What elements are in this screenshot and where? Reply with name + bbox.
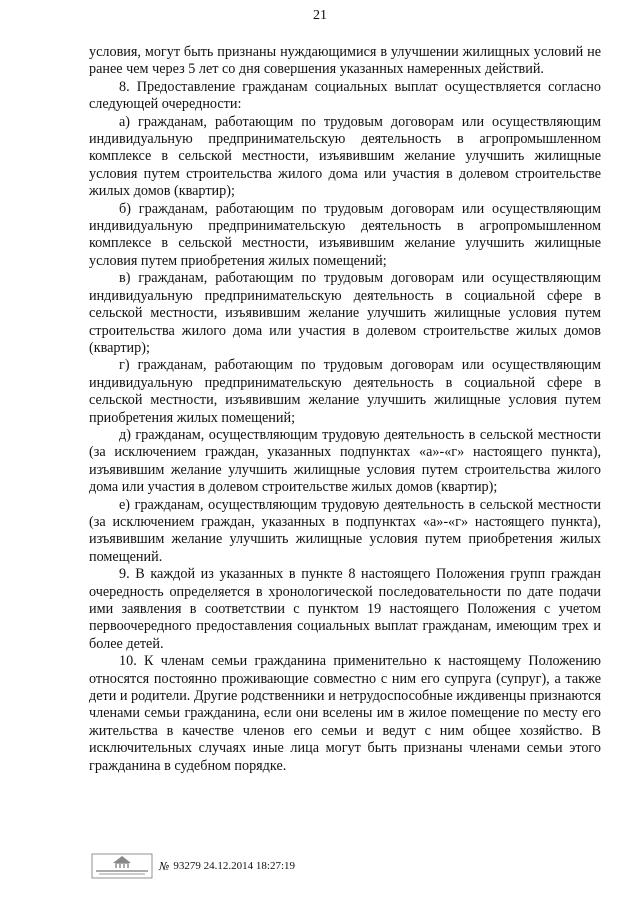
paragraph-item-8v: в) гражданам, работающим по трудовым договорам или осуществляющим индивидуальную предпринимательскую деятельность в социальной сфере в сельской местности, изъявившим желание улучшить жилищные условия путем строительства жилого дома или участия в долевом строительстве жилых домов (квартир); [89, 270, 601, 356]
government-seal-logo [91, 853, 153, 879]
paragraph-item-8d: д) гражданам, осуществляющим трудовую деятельность в сельской местности (за исключением граждан, указанных подпунктах «а»-«г» настоящего пункта), изъявившим желание улучшить жилищные условия путем строительства жилого дома или участия в долевом строительстве жилых домов (квартир); [89, 426, 601, 496]
paragraph-item-8a: а) гражданам, работающим по трудовым договорам или осуществляющим индивидуальную предпринимательскую деятельность в агропромышленном комплексе в сельской местности, изъявившим желание улучшить жилищные условия путем строительства жилого дома или участия в долевом строительстве жилых домов (квартир); [89, 113, 601, 200]
paragraph-item-8b: б) гражданам, работающим по трудовым договорам или осуществляющим индивидуальную предпринимательскую деятельность в агропромышленном комплексе в сельской местности, изъявившим желание улучшить жилищные условия путем приобретения жилых помещений; [89, 200, 601, 269]
footer-registration-text: 93279 24.12.2014 18:27:19 [173, 860, 296, 872]
paragraph-item-8: 8. Предоставление гражданам социальных выплат осуществляется согласно следующей очередности: [89, 78, 601, 113]
paragraph-item-9: 9. В каждой из указанных в пункте 8 настоящего Положения групп граждан очередность определяется в хронологической последовательности по дате подачи ими заявления в соответствии с пунктом 19 настоящего Положения с учетом первоочередного предоставления социальных выплат гражданам, имеющим трех и более детей. [89, 566, 601, 652]
paragraph-item-8e: е) гражданам, осуществляющим трудовую деятельность в сельской местности (за исключением граждан, указанных в подпунктах «а»-«г» настоящего пункта), изъявившим желание улучшить жилищные условия путем приобретения жилых помещений. [89, 496, 601, 565]
footer-number-sign: № [159, 859, 170, 873]
document-footer [91, 852, 295, 880]
page-number: 21 [313, 8, 327, 23]
paragraph-item-8g: г) гражданам, работающим по трудовым договорам или осуществляющим индивидуальную предпринимательскую деятельность в социальной сфере в сельской местности, изъявившим желание улучшить жилищные условия путем приобретения жилых помещений; [89, 357, 601, 426]
paragraph-item-10: 10. К членам семьи гражданина применительно к настоящему Положению относятся постоянно проживающие совместно с ним его супруга (супруг), а также дети и родители. Другие родственники и нетрудоспособные иждивенцы признаются членами семьи гражданина, если они вселены им в жилое помещение по месту его жительства в качестве членов его семьи и ведут с ним общее хозяйство. В исключительных случаях иные лица могут быть признаны членами семьи этого гражданина в судебном порядке. [89, 653, 601, 774]
document-body [89, 44, 601, 775]
paragraph-continuation: условия, могут быть признаны нуждающимися в улучшении жилищных условий не ранее чем через 5 лет со дня совершения указанных намеренных действий. [89, 44, 601, 78]
